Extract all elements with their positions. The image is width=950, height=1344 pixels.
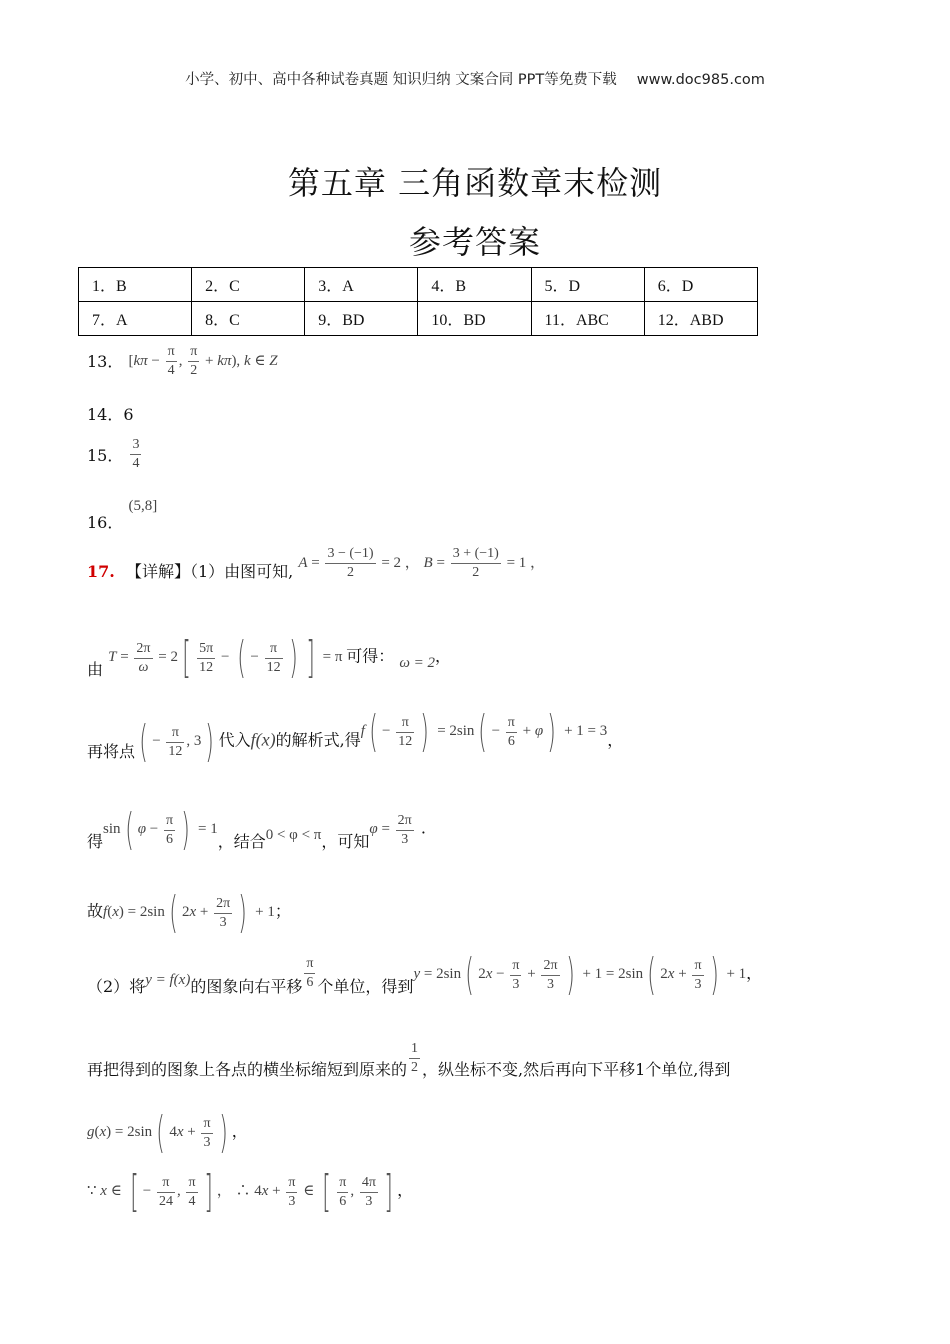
q17-line-3: 再将点( − $\frac{\pi}{12}$ , 3) 代入f(x)的解析式,得f( − $\frac{\pi}{12}$ ) = 2sin( − $\frac{\pi}{6}$ + φ) + 1 = 3， [87, 706, 624, 767]
formula-g: g(x) = 2sin( 4x + $\frac{\pi}{3}$ ) [87, 1107, 228, 1158]
answer-cell: 2．C [192, 268, 305, 302]
answer-16: 16． (5,8] [87, 498, 158, 532]
header-text: 小学、初中、高中各种试卷真题 知识归纳 文案合同 PPT等免费下载 [185, 72, 617, 88]
q17-number: 17. [87, 561, 115, 581]
formula-A-B: A = $\frac{3 - (-1)}{2}$ = 2 ， B = $\frac{3 + (-1)}{2}$ = 1 ， [298, 546, 546, 580]
formula-T: T = $\frac{2\pi}{\omega}$ = 2[ $\frac{5\pi}{12}$ − ( − $\frac{\pi}{12}$ ) ] = π [108, 632, 347, 683]
q17-line-2: 由 T = $\frac{2\pi}{\omega}$ = 2[ $\frac{5\pi}{12}$ − ( − $\frac{\pi}{12}$ ) ] = π 可得： ω = 2， [87, 632, 452, 683]
answer-cell: 5．D [531, 268, 644, 302]
answer-15: 15． $\frac{3}{4}$ [87, 437, 140, 471]
formula-f: f(x) = 2sin( 2x + $\frac{2\pi}{3}$ ) + 1 [103, 887, 275, 938]
answer-cell: 6．D [644, 268, 757, 302]
answer-cell: 8．C [192, 302, 305, 336]
answer-table [78, 267, 758, 336]
q17-line-1: 17. 【详解】（1）由图可知, A = $\frac{3 - (-1)}{2}$ = 2 ， B = $\frac{3 + (-1)}{2}$ = 1 ， [87, 546, 546, 581]
answer-14: 14．6 [87, 405, 134, 424]
doc-subtitle: 参考答案 [408, 223, 541, 261]
answer-cell: 1．B [79, 268, 192, 302]
answer-cell: 3．A [305, 268, 418, 302]
q17-line-4: 得sin( φ − $\frac{\pi}{6}$ ) = 1，结合0 < φ < π，可知φ = $\frac{2\pi}{3}$ . [87, 804, 426, 855]
q17-line-9: ∵ x ∈ [ − $\frac{\pi}{24}$ , $\frac{\pi}{4}$ ] ， ∴ 4x + $\frac{\pi}{3}$ ∈ [ $\frac{\pi}{6}$ , $\frac{4\pi}{3}$ ] ， [87, 1166, 414, 1217]
answer-cell: 12．ABD [644, 302, 757, 336]
page-header [0, 68, 950, 89]
formula-substitute: f( − $\frac{\pi}{12}$ ) = 2sin( − $\frac{\pi}{6}$ + φ) + 1 = 3 [360, 706, 608, 757]
doc-title: 第五章 三角函数章末检测 [287, 164, 663, 202]
formula-interval: ∵ x ∈ [ − $\frac{\pi}{24}$ , $\frac{\pi}{4}$ ] ， ∴ 4x + $\frac{\pi}{3}$ ∈ [ $\frac{\pi}{6}$ , $\frac{4\pi}{3}$ ] [87, 1166, 393, 1217]
answer-13: 13． [kπ − $\frac{\pi}{4}$ , $\frac{\pi}{2}$ + kπ), k ∈ Z [87, 344, 278, 378]
header-url[interactable]: www.doc985.com [636, 72, 765, 88]
formula-sin-phi: sin( φ − $\frac{\pi}{6}$ ) = 1 [103, 804, 218, 855]
table-row [79, 268, 758, 302]
answer-cell: 11．ABC [531, 302, 644, 336]
table-row [79, 302, 758, 336]
answer-cell: 10．BD [418, 302, 531, 336]
answer-cell: 7．A [79, 302, 192, 336]
q17-line-7: 再把得到的图象上各点的横坐标缩短到原来的 $\frac{1}{2}$ ，纵坐标不变,然后再向下平移1个单位,得到 [87, 1041, 731, 1079]
answer-cell: 4．B [418, 268, 531, 302]
q17-line-5: 故f(x) = 2sin( 2x + $\frac{2\pi}{3}$ ) + 1； [87, 887, 291, 938]
formula-shift: y = 2sin( 2x − $\frac{\pi}{3}$ + $\frac{2\pi}{3}$ ) + 1 = 2sin( 2x + $\frac{\pi}{3}$ ) + 1 [413, 949, 747, 1000]
formula-phi: φ = $\frac{2\pi}{3}$ [369, 812, 412, 847]
formula-13: [kπ − $\frac{\pi}{4}$ , $\frac{\pi}{2}$ + kπ), k ∈ Z [128, 344, 278, 378]
q17-line-6: （2）将y = f(x)的图象向右平移 $\frac{\pi}{6}$ 个单位，得到y = 2sin( 2x − $\frac{\pi}{3}$ + $\frac{2\pi}{3}$ ) + 1 = 2sin( 2x + $\frac{\pi}{3}$ ) + 1， [87, 949, 763, 1000]
formula-point: ( − $\frac{\pi}{12}$ , 3) [139, 716, 215, 767]
answer-cell: 9．BD [305, 302, 418, 336]
q17-line-8: g(x) = 2sin( 4x + $\frac{\pi}{3}$ ) ， [87, 1107, 248, 1158]
